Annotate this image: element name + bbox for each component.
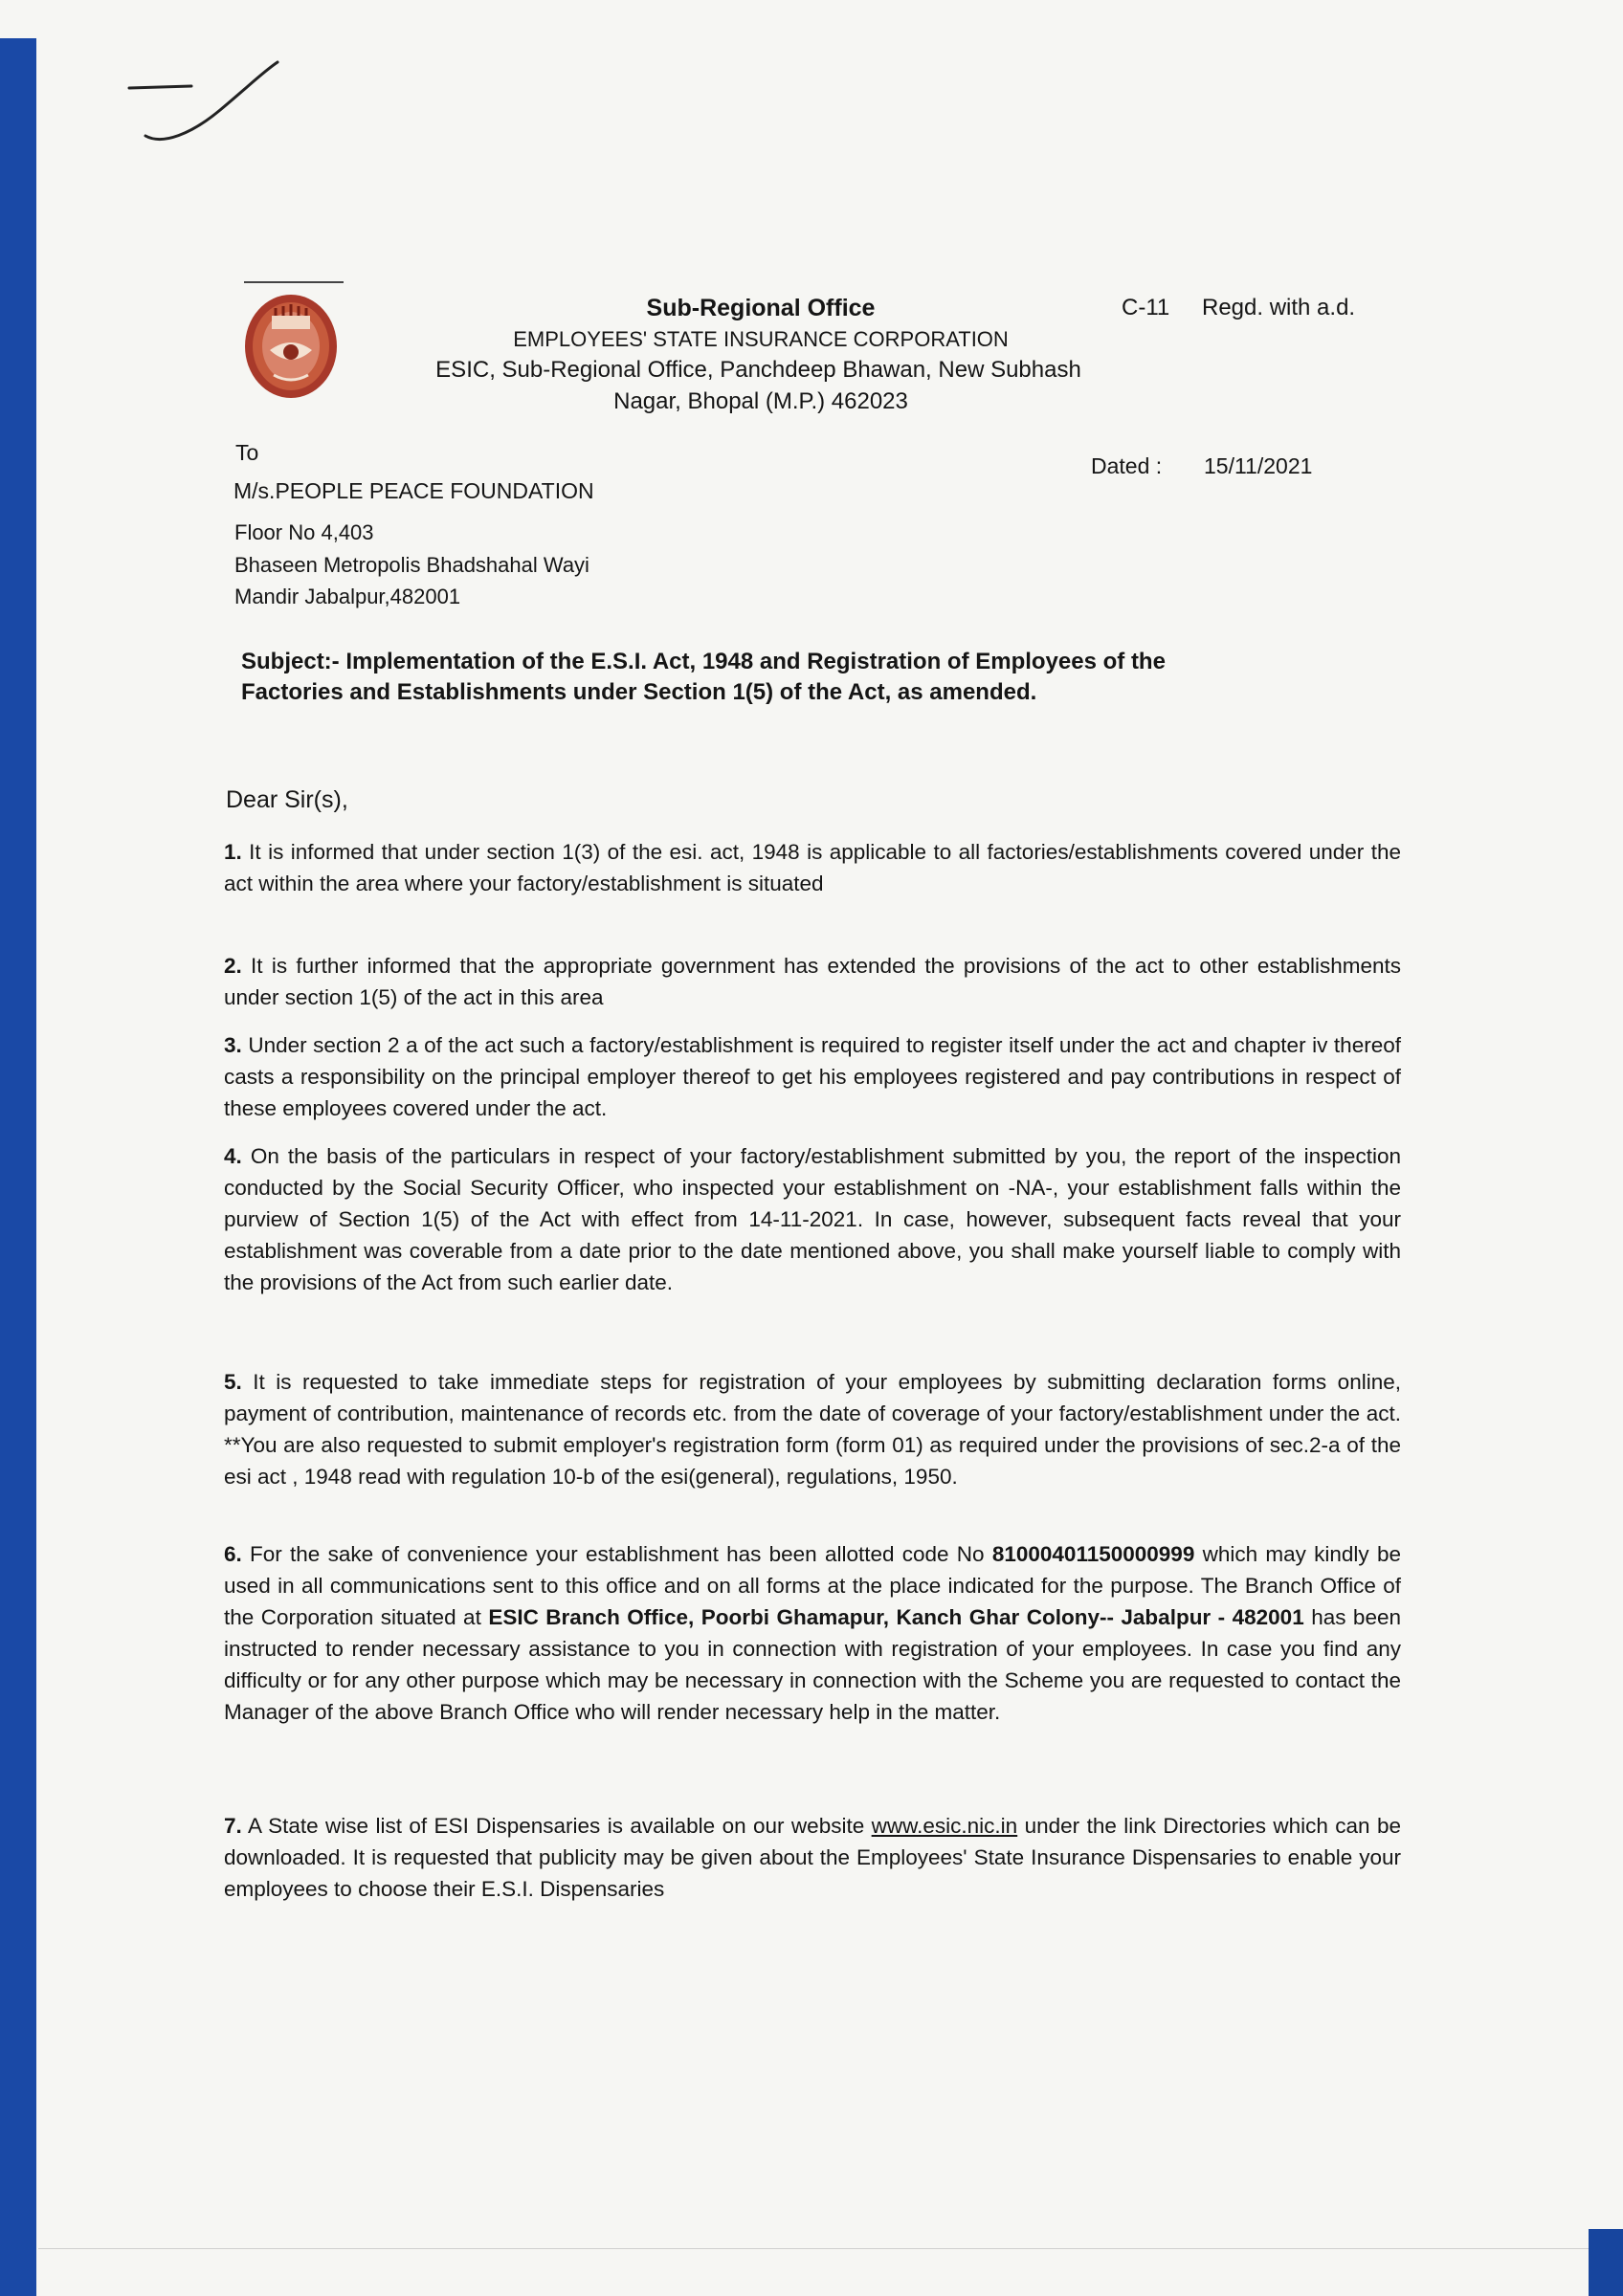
scan-edge-strip: [0, 38, 36, 2296]
subject-label: Subject:-: [241, 649, 340, 674]
branch-office-address: ESIC Branch Office, Poorbi Ghamapur, Kanch Ghar Colony-- Jabalpur - 482001: [488, 1605, 1304, 1629]
paragraph-text: has been instructed to render necessary assistance to you in connection with registration of your employees. In case you find any difficulty or for any other purpose which may be necessary in connection with the Scheme you are requested to contact the Manager of the above Branch Office who will render necessary help in the matter.: [224, 1605, 1401, 1724]
paragraph-5: [224, 1366, 1401, 1492]
page-bottom-edge: [38, 2248, 1589, 2249]
paragraph-number: 1.: [224, 840, 242, 864]
paragraph-number: 7.: [224, 1814, 242, 1838]
paragraph-number: 6.: [224, 1542, 242, 1566]
subject-line: [241, 647, 1198, 708]
paragraph-text: Under section 2 a of the act such a factory/establishment is required to register itself under the act and chapter iv thereof casts a responsibility on the principal employer thereof to get his employees registered and pay contributions in respect of these employees covered under the act.: [224, 1033, 1401, 1120]
paragraph-text: It is requested to take immediate steps for registration of your employees by submitting declaration forms online, payment of contribution, maintenance of records etc. from the date of coverage of your factory/establishment under the act. **You are also requested to submit employer's registration form (form 01) as required under the provisions of sec.2-a of the esi act , 1948 read with regulation 10-b of the esi(general), regulations, 1950.: [224, 1370, 1401, 1489]
to-label: To: [235, 440, 259, 465]
paragraph-text: It is further informed that the appropriate government has extended the provisions of the act to other establishments under section 1(5) of the act in this area: [224, 954, 1401, 1009]
dated-label: Dated :: [1091, 453, 1163, 478]
organization-name: EMPLOYEES' STATE INSURANCE CORPORATION: [513, 327, 1009, 351]
paragraph-text: under the link Directories which can be downloaded. It is requested that publicity may be given about the Employees' State Insurance Dispensaries to enable your employees to choose their E.S.I. Dispensaries: [224, 1814, 1401, 1901]
paragraph-7: [224, 1810, 1401, 1905]
paragraph-3: [224, 1029, 1401, 1124]
paragraph-text: which may kindly be used in all communications sent to this office and on all forms at the place indicated for the purpose. The Branch Office of the Corporation situated at: [224, 1542, 1401, 1629]
dated-value: 15/11/2021: [1204, 453, 1313, 478]
addressee-name: M/s.PEOPLE PEACE FOUNDATION: [233, 478, 594, 503]
paragraph-6: [224, 1538, 1401, 1728]
addressee-address-line: Bhaseen Metropolis Bhadshahal Wayi: [234, 553, 589, 577]
paragraph-number: 2.: [224, 954, 242, 978]
office-title: Sub-Regional Office: [646, 295, 876, 321]
addressee-address-line: Mandir Jabalpur,482001: [234, 585, 461, 608]
registration-note: Regd. with a.d.: [1202, 295, 1356, 320]
paragraph-number: 4.: [224, 1144, 242, 1168]
office-address-line-2: Nagar, Bhopal (M.P.) 462023: [613, 388, 908, 414]
paragraph-text: For the sake of convenience your establishment has been allotted code No: [250, 1542, 985, 1566]
paragraph-text: It is informed that under section 1(3) of the esi. act, 1948 is applicable to all factories/establishments covered under the act within the area where your factory/establishment is situated: [224, 840, 1401, 895]
paragraph-1: [224, 836, 1401, 899]
paragraph-4: [224, 1140, 1401, 1298]
employer-code: 81000401150000999: [991, 1542, 1195, 1566]
esic-seal-logo: [241, 287, 341, 402]
paragraph-text: A State wise list of ESI Dispensaries is available on our website: [247, 1814, 865, 1838]
addressee-address-line: Floor No 4,403: [234, 520, 374, 544]
logo-rule: [244, 281, 344, 283]
paragraph-number: 5.: [224, 1370, 242, 1394]
esic-website-link[interactable]: www.esic.nic.in: [871, 1814, 1018, 1838]
subject-text: Implementation of the E.S.I. Act, 1948 and Registration of Employees of the Factories and Establishments under Section 1(5) of the Act, as amended.: [241, 649, 1166, 705]
paragraph-text: On the basis of the particulars in respect of your factory/establishment submitted by you, the report of the inspection conducted by the Social Security Officer, who inspected your establishment on -NA-, your establishment falls within the purview of Section 1(5) of the Act with effect from 14-11-2021. In case, however, subsequent facts reveal that your establishment was coverable from a date prior to the date mentioned above, you shall make yourself liable to comply with the provisions of the Act from such earlier date.: [224, 1144, 1401, 1294]
handwritten-tick-mark: [124, 57, 287, 153]
salutation: Dear Sir(s),: [226, 786, 348, 813]
paragraph-number: 3.: [224, 1033, 242, 1057]
form-code: C-11: [1122, 295, 1170, 320]
office-address-line-1: ESIC, Sub-Regional Office, Panchdeep Bhawan, New Subhash: [435, 357, 1081, 383]
paragraph-2: [224, 950, 1401, 1013]
scan-corner-mark: [1589, 2229, 1623, 2296]
